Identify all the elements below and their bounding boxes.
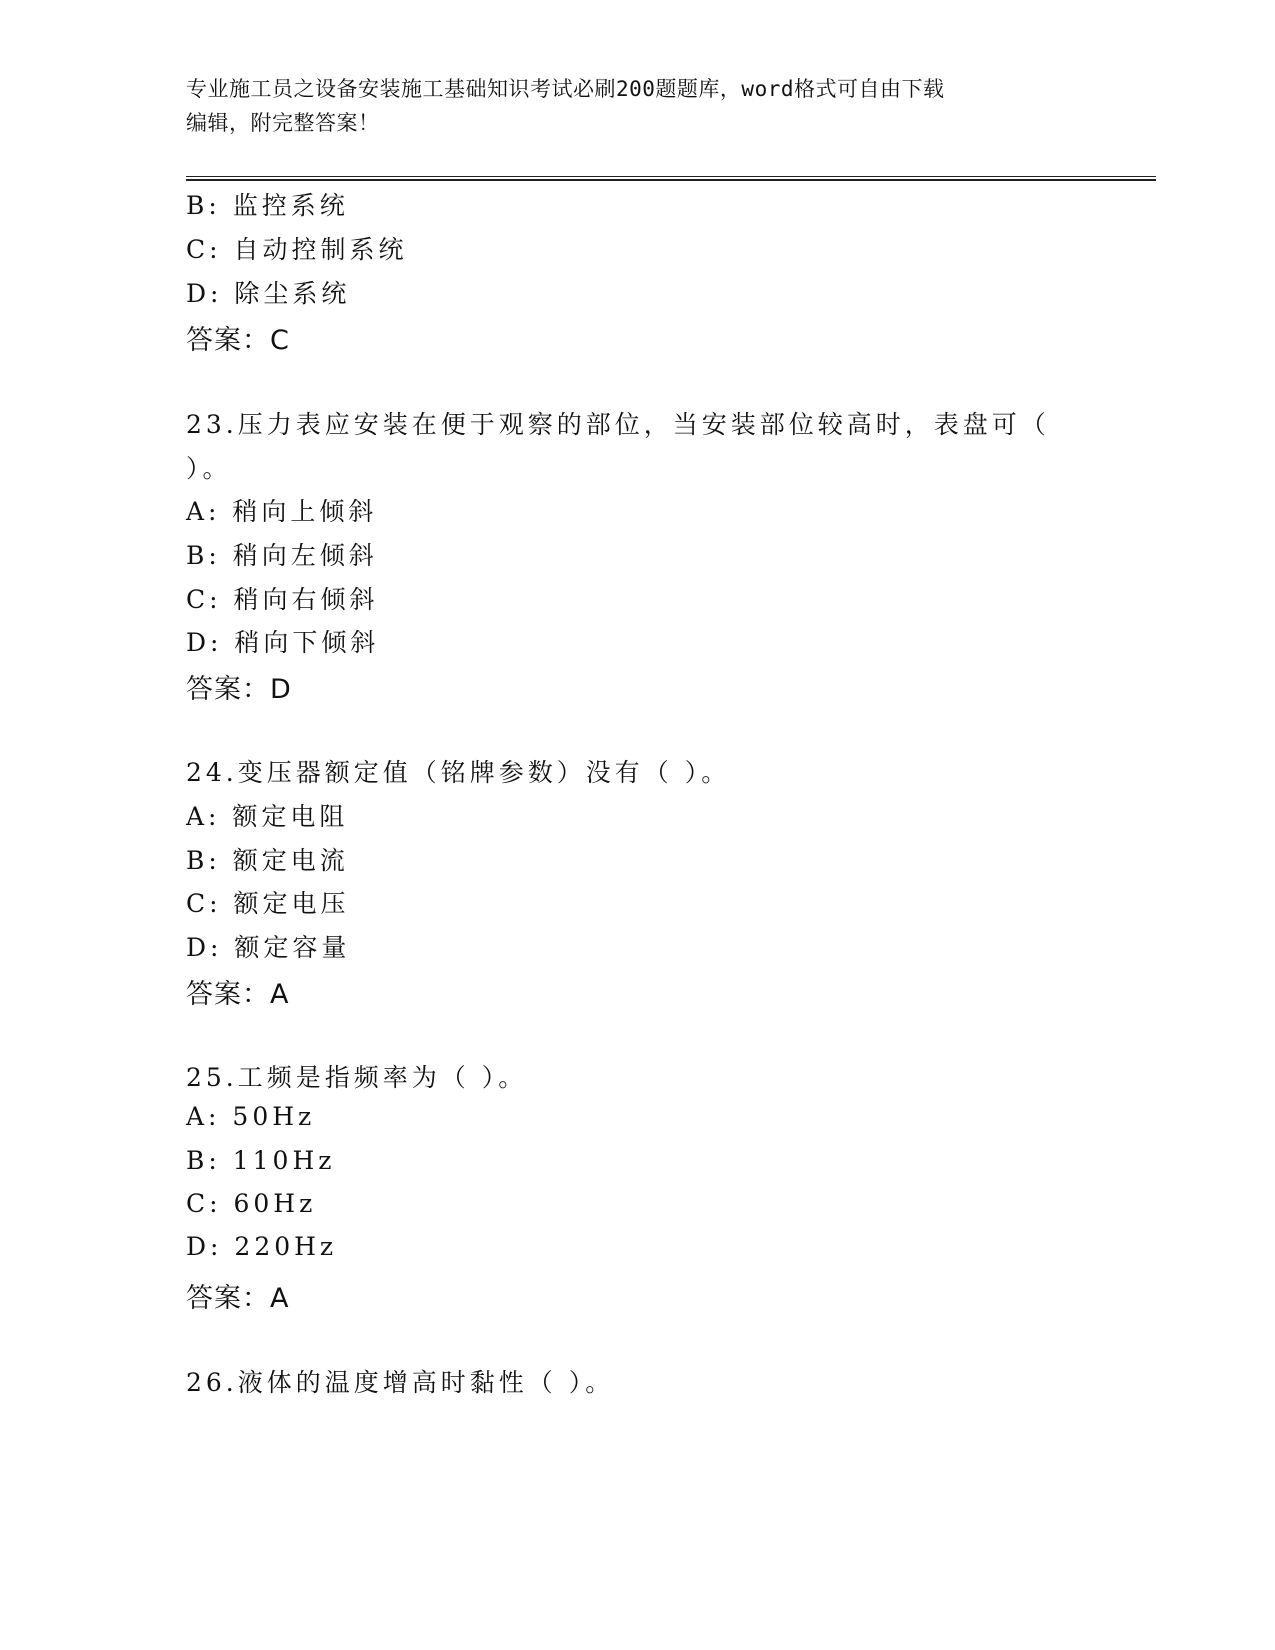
q25-option-a: A: 50Hz [186, 1102, 316, 1131]
header-divider-thick [186, 179, 1156, 181]
q25-answer: 答案：A [186, 1283, 290, 1314]
q25-option-b: B: 110Hz [186, 1146, 336, 1175]
q23-option-d: D: 稍向下倾斜 [186, 628, 380, 657]
q26-stem: 26.液体的温度增高时黏性（ ）。 [186, 1368, 615, 1397]
q23-option-c: C: 稍向右倾斜 [186, 585, 379, 614]
q23-stem-line-1: 23.压力表应安装在便于观察的部位，当安装部位较高时，表盘可（ [186, 410, 1050, 439]
q24-answer: 答案：A [186, 979, 290, 1010]
q25-stem: 25.工频是指频率为（ ）。 [186, 1063, 528, 1092]
q25-option-d: D: 220Hz [186, 1232, 338, 1261]
q22-option-b: B: 监控系统 [186, 191, 349, 220]
header-title-line-2: 编辑，附完整答案！ [186, 111, 380, 135]
q23-stem-line-2: ）。 [186, 454, 232, 483]
document-header [186, 72, 1066, 140]
q22-option-c: C: 自动控制系统 [186, 235, 408, 264]
q22-answer: 答案：C [186, 325, 290, 356]
q24-option-c: C: 额定电压 [186, 889, 350, 918]
q22-option-d: D: 除尘系统 [186, 279, 351, 308]
q24-stem: 24.变压器额定值（铭牌参数）没有（ ）。 [186, 758, 731, 787]
q24-option-a: A: 额定电阻 [186, 802, 349, 831]
header-title-line-1: 专业施工员之设备安装施工基础知识考试必刷200题题库，word格式可自由下载 [186, 77, 945, 101]
q23-answer: 答案：D [186, 674, 292, 705]
q24-option-b: B: 额定电流 [186, 846, 349, 875]
q24-option-d: D: 额定容量 [186, 933, 351, 962]
header-divider-thin [186, 176, 1156, 177]
q23-option-b: B: 稍向左倾斜 [186, 541, 378, 570]
q25-option-c: C: 60Hz [186, 1189, 317, 1218]
q23-option-a: A: 稍向上倾斜 [186, 497, 378, 526]
